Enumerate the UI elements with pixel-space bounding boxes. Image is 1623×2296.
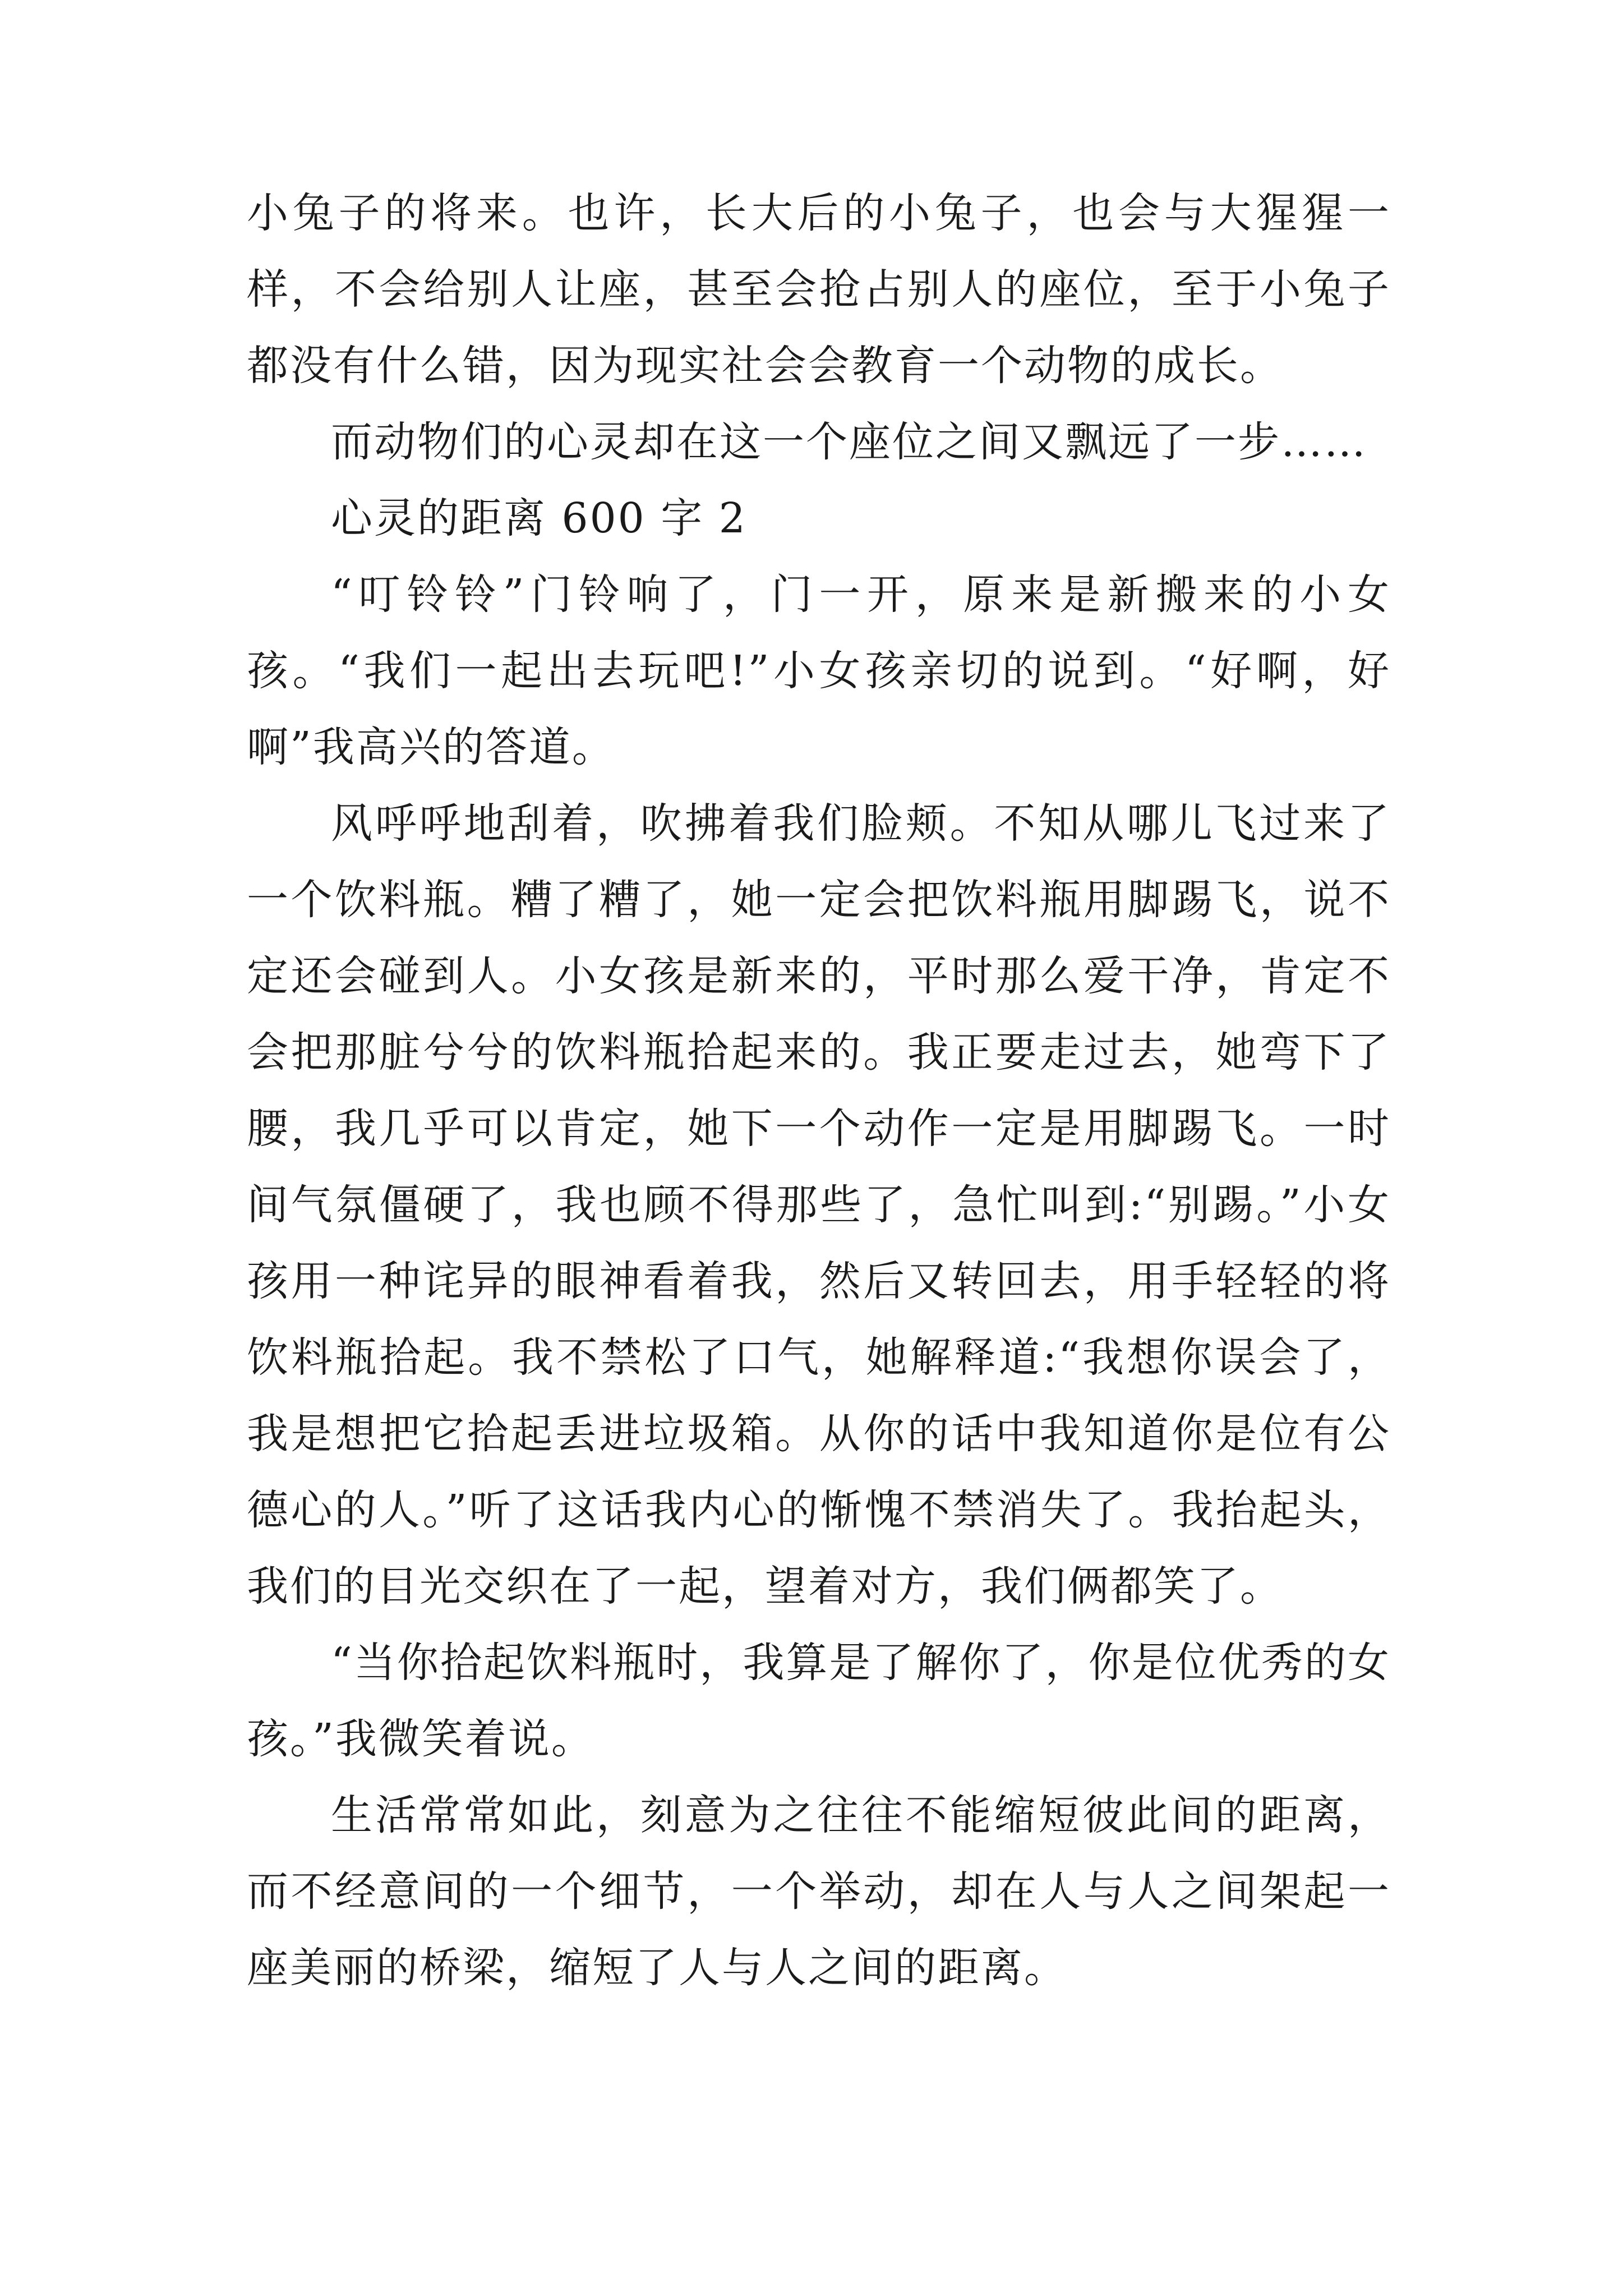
paragraph: 风呼呼地刮着，吹拂着我们脸颊。不知从哪儿飞过来了一个饮料瓶。糟了糟了，她一定会把饮料瓶用脚踢飞，说不定还会碰到人。小女孩是新来的，平时那么爱干净，肯定不会把那脏兮兮的饮料瓶拾起来的。我正要走过去，她弯下了腰，我几乎可以肯定，她下一个动作一定是用脚踢飞。一时间气氛僵硬了，我也顾不得那些了，急忙叫到:“别踢。”小女孩用一种诧异的眼神看着我，然后又转回去，用手轻轻的将饮料瓶拾起。我不禁松了口气，她解释道:“我想你误会了，我是想把它拾起丢进垃圾箱。从你的话中我知道你是位有公德心的人。”听了这话我内心的惭愧不禁消失了。我抬起头，我们的目光交织在了一起，望着对方，我们俩都笑了。 [247,799,1391,1611]
section-heading: 心灵的距离 600 字 2 [331,494,747,542]
paragraph: 小兔子的将来。也许，长大后的小兔子，也会与大猩猩一样，不会给别人让座，甚至会抢占别人的座位，至于小兔子都没有什么错，因为现实社会会教育一个动物的成长。 [247,189,1391,390]
paragraph: “叮铃铃”门铃响了，门一开，原来是新搬来的小女孩。“我们一起出去玩吧!”小女孩亲切的说到。“好啊，好啊”我高兴的答道。 [247,570,1391,771]
paragraph: “当你拾起饮料瓶时，我算是了解你了，你是位优秀的女孩。”我微笑着说。 [247,1639,1391,1763]
paragraph: 而动物们的心灵却在这一个座位之间又飘远了一步…… [331,418,1367,466]
paragraph: 生活常常如此，刻意为之往往不能缩短彼此间的距离，而不经意间的一个细节，一个举动，却在人与人之间架起一座美丽的桥梁，缩短了人与人之间的距离。 [247,1791,1391,1992]
article-body [247,175,1391,2006]
